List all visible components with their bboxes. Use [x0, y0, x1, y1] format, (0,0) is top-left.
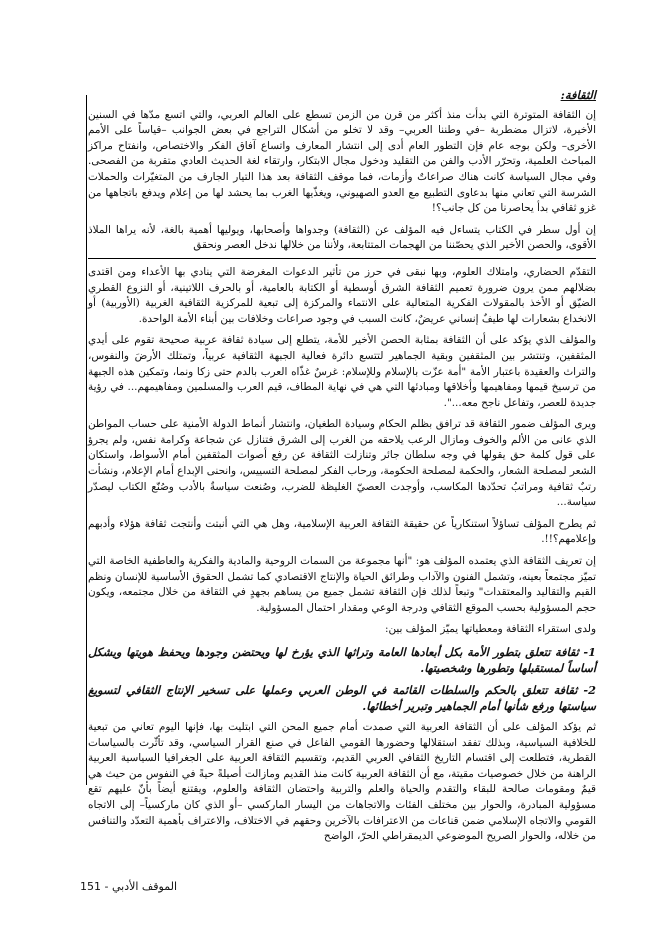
paragraph: التقدّم الحضاري، وامتلاك العلوم، وبها نبقى في حرز من تأثير الدعوات المغرضة التي ينادي بها الأعداء ومن اقتدى بضلالهم ممن يرون ضرورة تعميم الثقافة الشرق أوسطية أو الكتابة بالعامية، أو بالحرف اللاتينية، أو النزوع القطري الضيّق أو الأخذ بالمقولات الفكرية المتعالية على الانتماء والمركزة إلى تبعية للمركزية الثقافية الغربية (الأوربية) أو الانخداع بشعارات لها طيفٌ إنساني عريضٌ، كانت السبب في وجود صراعات وخلافات بين أبناء الأمة الواحدة. [88, 265, 596, 325]
section-title: الثقافة: [560, 88, 596, 102]
divider [88, 258, 596, 259]
list-item: 2- ثقافة تتعلق بالحكم والسلطات القائمة في الوطن العربي وعملها على تسخير الإنتاج الثقافي لتسويغ سياستها ورفع شأنها أمام الجماهير وتبرير أخطائها. [88, 683, 596, 713]
paragraph: ثم يؤكد المؤلف على أن الثقافة العربية التي صمدت أمام جميع المحن التي ابتليت بها، فإنها اليوم تعاني من تبعية للخلافية السياسية، وبذلك تفقد استقلالها وحضورها القومي الفاعل في صنع القرار السياسي، وقد تأثّرت بالسياسات القطرية، فتطلعت إلى اقتسام التاريخ الثقافي العربي القديم، وتقسيم الثقافة العربية على الجغرافيا السياسية العربية الراهنة من خلال خصوصيات مقيتة، مع أن الثقافة العربية كانت منذ القديم ومازالت أصيلةً حيةً في النفوس من حيث هي قيمٌ ومقومات صالحة للبقاء والتقدم والحياة والعلم والتربية واحتضان الثقافة والعلوم، ويقتنع أيضاً بأنّ عليهم تقع مسؤولية المبادرة، والحوار بين مختلف الفئات والاتجاهات من اليسار الماركسي –أو الذي كان ماركسياً– إلى الاتجاه القومي والاتجاه الإسلامي ضمن قناعات من الاعترافات بالآخرين وحقهم في الاختلاف، والاعتراف بأهمية التعدّد والتنافس من خلاله، والحوار الصريح الموضوعي الديمقراطي الحرّ، الواضح [88, 721, 596, 843]
article-body [88, 88, 596, 851]
margin-rule [86, 95, 87, 785]
paragraph: إن تعريف الثقافة الذي يعتمده المؤلف هو: "أنها مجموعة من السمات الروحية والمادية والفكرية والعاطفية الخاصة التي تميّز مجتمعاً بعينه، وتشمل الفنون والآداب وطرائق الحياة والإنتاج الاقتصادي كما تشمل الحقوق الأساسية للإنسان ونظم القيم والتقاليد والمعتقدات" وتبعاً لذلك فإن الثقافة تشمل جميع من يساهم بجهدٍ في الثقافة من خلال مجتمعه، ويكون حجم المسؤولية بحسب الموقع الثقافي ودرجة الوعي ومقدار احتمال المسؤولية. [88, 555, 596, 614]
page-footer: الموقف الأدبي - 151 [80, 880, 178, 893]
paragraph: والمؤلف الذي يؤكد على أن الثقافة بمثابة الحصن الأخير للأمة، يتطلع إلى سيادة ثقافة عربية صحيحة تقوم على أيدي المثقفين، وتنتشر بين المثقفين وبقية الجماهير لتتسع دائرة فعالية الجبهة الثقافية عربياً، وتمتلك الأرضَ والنفوس، والتراث والعقيدة باعتبار الأمة "أمة عزّت بالإسلام وللإسلام: غرسٌ غذّاه العرب بالدم حتى زكا ونما، وتمكين هذه الجبهة من ترسيخ قيمها ومفاهيمها وأخلاقها ومبادئها التي هي في نهاية المطاف، قيم العرب والمسلمين ومفاهيمهم... في رؤية جديدة للعصر، وتفاعل ناجح معه...". [88, 334, 596, 409]
paragraph: إن الثقافة المتوترة التي بدأت منذ أكثر من قرن من الزمن تسطع على العالم العربي، والتي اتسع مدّها في السنين الأخيرة، لاتزال مضطربة –في وطننا العربي– وقد لا تخلو من أشكال التراجع في بعض الجوانب –قياساً على الأمم الأخرى– ولكن بوجه عام فإن التطور العام أدى إلى انتشار المعارف واتساع آفاق الفكر والاختصاص، وانفتاح مراكز المباحث العلمية، وتحرّر الأدب والفن من التقليد ودخول مجال الابتكار، وارتقاء لغة الحديث العادي متقربة من الفصحى. وفي مجال السياسة كانت هناك صراعاتٌ وأزمات، فما موقف الثقافة بعد هذا التيار الجارف من المتغيّرات والحملات الشرسة التي تعاني منها بدعاوى التطبيع مع العدو الصهيوني، ويغذّيها الغرب بما يحشد لها من إعلام ويدفع باتجاهها من غزو ثقافي بدأ يحاصرنا من كل جانب؟! [88, 108, 596, 215]
paragraph: ولدى استقراء الثقافة ومعطياتها يميّز المؤلف بين: [384, 623, 596, 636]
paragraph: ثم يطرح المؤلف تساؤلاً استنكارياً عن حقيقة الثقافة العربية الإسلامية، وهل هي التي أنبتت وأنتجت ثقافة هؤلاء وأدبهم وإعلامهم؟!!. [88, 517, 596, 546]
paragraph: إن أول سطر في الكتاب يتساءل فيه المؤلف عن (الثقافة) وجدواها وأصحابها، ويوليها أهمية بالغة، لأنه يراها الملاذ الأقوى، والحصن الأخير الذي يحصّننا من الهجمات المتتابعة، ولأننا من خلالها ندخل العصر ونحقق [88, 223, 596, 252]
paragraph: ويرى المؤلف ضمور الثقافة قد ترافق بظلم الحكام وسيادة الطغيان، وانتشار أنماط الدولة الأمنية على حساب المواطن الذي عانى من الألم والخوف ومازال الرعب يلاحقه من الغرب إلى الشرق فتنازل عن شجاعة وكرامة نفس، ولم يجرؤ على قول كلمة حق يقولها في وجه سلطان جائر وتنازلت الثقافة عن رفع أصوات المثقفين أمام الأسواط، واستكان الشعر لمصلحة الشعار، والحكمة لمصلحة الحكومة، ورحاب الفكر لمصلحة التسييس، وانحنى الإبداع أمام الإعلام، ونشأت رتبٌ ثقافية ومراتبُ تحدّدها المكاسب، وأوجدت العصيّ الغليظة للضرب، وصُنعت سياسةٌ بالأدب وصُنّع الكتاب ليصدّر سياسة... [88, 418, 596, 509]
list-item: 1- ثقافة تتعلق بتطور الأمة بكل أبعادها العامة وتراثها الذي يؤرخ لها ويحتضن وجودها ويحفظ هويتها ويشكل أساساً لمستقبلها وتطورها وشخصيتها. [88, 645, 596, 675]
